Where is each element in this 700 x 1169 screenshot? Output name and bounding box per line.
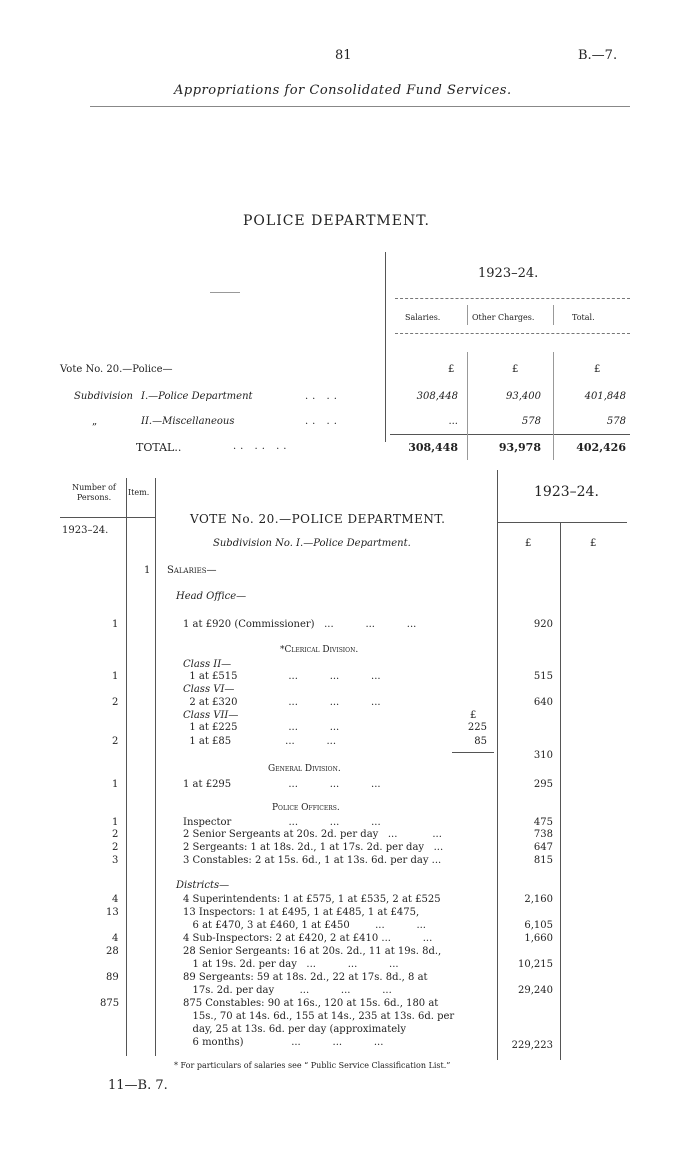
line-text: Inspector ... ... ... [183, 817, 381, 828]
line-text: 13 Inspectors: 1 at £495, 1 at £485, 1 at £475, [183, 907, 420, 918]
persons-count: 2 [112, 697, 119, 708]
persons-count: 875 [100, 998, 120, 1009]
running-title: Appropriations for Consolidated Fund Services. [174, 83, 512, 98]
pound-sign: £ [448, 364, 455, 375]
page-footer: 11—B. 7. [108, 1078, 168, 1093]
line-text: 1 at £225 ... ... [183, 722, 340, 733]
line-text: 3 Constables: 2 at 15s. 6d., 1 at 13s. 6d. per day ... [183, 855, 442, 866]
line-amount: 815 [533, 855, 553, 866]
persons-count: 89 [106, 972, 119, 983]
line-text: 875 Constables: 90 at 16s., 120 at 15s. 6d., 180 at [183, 998, 439, 1009]
persons-count: 1 [112, 817, 119, 828]
general-division-heading: General Division. [268, 764, 341, 774]
line-amount: 738 [533, 829, 553, 840]
col-other-charges: Other Charges. [472, 313, 535, 322]
row-salaries: 308,448 [416, 391, 458, 402]
line-text: 2 Sergeants: 1 at 18s. 2d., 1 at 17s. 2d. per day ... [183, 842, 444, 853]
row-prefix: „ [92, 416, 98, 427]
line-text: 2 Senior Sergeants at 20s. 2d. per day ... ... [183, 829, 442, 840]
line-amount: 1,660 [524, 933, 553, 944]
line-amount: 295 [533, 779, 553, 790]
line-amount: 2,160 [524, 894, 553, 905]
col-number-persons: Number of Persons. [72, 483, 116, 502]
short-rule [210, 292, 240, 293]
line-text: 1 at £85 ... ... [183, 736, 337, 747]
persons-count: 1 [112, 619, 119, 630]
line-text: day, 25 at 13s. 6d. per day (approximately [183, 1024, 406, 1035]
col-total: Total. [572, 313, 595, 322]
line-text: 6 months) ... ... ... [183, 1037, 384, 1048]
line-text: 1 at £295 ... ... ... [183, 779, 381, 790]
line-text: 15s., 70 at 14s. 6d., 155 at 14s., 235 at 13s. 6d. per [183, 1011, 455, 1022]
row-prefix: Subdivision [74, 391, 133, 402]
vote-heading: VOTE No. 20.—POLICE DEPARTMENT. [190, 512, 446, 526]
total-label: TOTAL.. [136, 441, 182, 454]
row-other: 578 [521, 416, 541, 427]
item-number: 1 [144, 565, 151, 576]
line-amount: 29,240 [518, 985, 553, 996]
inner-amount: 85 [474, 736, 487, 747]
pound-sign: £ [590, 538, 597, 549]
total-salaries: 308,448 [408, 441, 458, 454]
year-rule [395, 298, 630, 299]
row-total: 401,848 [584, 391, 626, 402]
line-amount: 229,223 [511, 1040, 553, 1051]
class-label: Class VII— [183, 710, 239, 721]
line-text: 17s. 2d. per day ... ... ... [183, 985, 392, 996]
inner-pound-sign: £ [470, 710, 477, 721]
line-amount: 920 [533, 619, 553, 630]
persons-count: 2 [112, 842, 119, 853]
line-text: 6 at £470, 3 at £460, 1 at £450 ... ... [183, 920, 426, 931]
summary-year: 1923–24. [478, 266, 539, 281]
head-office-label: Head Office— [176, 591, 247, 602]
class-label: Class VI— [183, 684, 235, 695]
col-item: Item. [128, 488, 150, 497]
districts-label: Districts— [176, 880, 230, 891]
line-text: 1 at 19s. 2d. per day ... ... ... [183, 959, 399, 970]
row-salaries: ... [448, 416, 458, 427]
line-text: 2 at £320 ... ... ... [183, 697, 381, 708]
line-text: 89 Sergeants: 59 at 18s. 2d., 22 at 17s. 8d., 8 at [183, 972, 428, 983]
row-other: 93,400 [506, 391, 541, 402]
class-label: Class II— [183, 659, 232, 670]
persons-count: 1 [112, 671, 119, 682]
pound-sign: £ [512, 364, 519, 375]
line-text: 1 at £920 (Commissioner) ... ... ... [183, 619, 417, 630]
vote-label: Vote No. 20.—Police— [60, 364, 173, 375]
doc-reference: B.—7. [578, 48, 618, 63]
persons-count: 3 [112, 855, 119, 866]
police-officers-heading: Police Officers. [272, 803, 340, 813]
persons-count: 4 [112, 894, 119, 905]
line-text: 4 Superintendents: 1 at £575, 1 at £535, 2 at £525 [183, 894, 441, 905]
line-amount: 10,215 [518, 959, 553, 970]
line-amount: 515 [533, 671, 553, 682]
pound-sign: £ [594, 364, 601, 375]
col-salaries: Salaries. [405, 313, 441, 322]
header-rule [90, 106, 630, 107]
row-label: I.—Police Department [141, 391, 253, 402]
line-amount: 310 [533, 750, 553, 761]
salaries-label: Salaries— [167, 565, 217, 576]
department-title: POLICE DEPARTMENT. [243, 213, 430, 229]
clerical-division-heading: *Clerical Division. [280, 645, 359, 655]
persons-count: 2 [112, 736, 119, 747]
persons-count: 28 [106, 946, 119, 957]
inner-amount: 225 [467, 722, 487, 733]
pound-sign: £ [525, 538, 532, 549]
row-total: 578 [606, 416, 626, 427]
line-amount: 475 [533, 817, 553, 828]
line-text: 4 Sub-Inspectors: 2 at £420, 2 at £410 ... ... [183, 933, 433, 944]
line-amount: 640 [533, 697, 553, 708]
persons-year: 1923–24. [62, 525, 109, 536]
line-amount: 6,105 [524, 920, 553, 931]
total-other: 93,978 [498, 441, 541, 454]
subdivision-heading: Subdivision No. I.—Police Department. [213, 538, 411, 549]
line-amount: 647 [533, 842, 553, 853]
line-text: 1 at £515 ... ... ... [183, 671, 381, 682]
persons-count: 4 [112, 933, 119, 944]
persons-count: 2 [112, 829, 119, 840]
footnote: * For particulars of salaries see “ Public Service Classification List.” [174, 1061, 451, 1070]
persons-count: 13 [106, 907, 119, 918]
total-total: 402,426 [576, 441, 626, 454]
row-label: II.—Miscellaneous [141, 416, 235, 427]
page-number: 81 [335, 48, 352, 63]
line-text: 28 Senior Sergeants: 16 at 20s. 2d., 11 at 19s. 8d., [183, 946, 442, 957]
persons-count: 1 [112, 779, 119, 790]
summary-divider [385, 252, 386, 442]
detail-year: 1923–24. [534, 484, 599, 500]
